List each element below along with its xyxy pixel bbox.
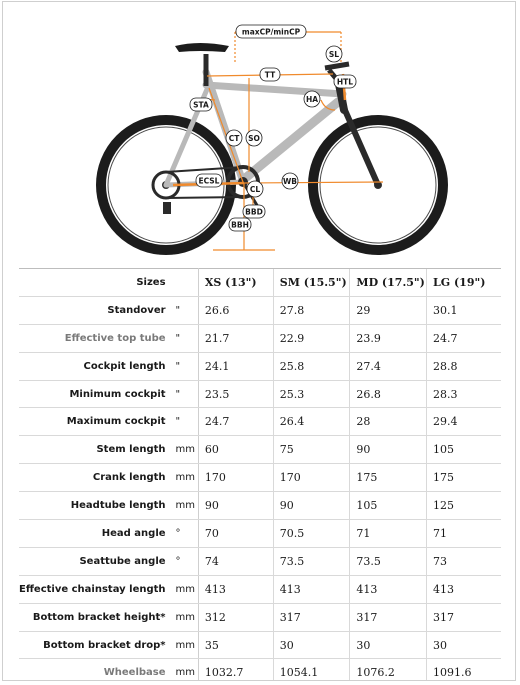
table-row: [19, 659, 501, 681]
row-value: 413: [350, 575, 427, 603]
size-md-header: MD (17.5"): [350, 269, 427, 297]
table-row: [19, 603, 501, 631]
svg-text:TT: TT: [264, 70, 276, 80]
svg-text:STA: STA: [193, 100, 209, 110]
row-unit: ": [170, 324, 199, 352]
table-row: [19, 408, 501, 436]
row-value: 90: [273, 492, 350, 520]
table-row: [19, 296, 501, 324]
row-unit: mm: [170, 436, 199, 464]
ha-tag: [304, 91, 320, 107]
row-value: 71: [350, 520, 427, 548]
svg-text:CL: CL: [249, 185, 261, 194]
row-value: 317: [273, 603, 350, 631]
svg-text:CT: CT: [228, 134, 240, 143]
row-value: 24.7: [198, 408, 273, 436]
row-value: 27.4: [350, 352, 427, 380]
table-row: [19, 547, 501, 575]
row-value: 74: [198, 547, 273, 575]
sta-tag: [190, 98, 212, 111]
row-value: 30: [427, 631, 501, 659]
row-value: 175: [350, 464, 427, 492]
table-row: [19, 352, 501, 380]
row-value: 28.8: [427, 352, 501, 380]
table-row: [19, 631, 501, 659]
table-row: [19, 436, 501, 464]
svg-text:HTL: HTL: [336, 77, 354, 87]
row-value: 413: [198, 575, 273, 603]
geometry-table: [19, 268, 501, 681]
row-value: 312: [198, 603, 273, 631]
row-label: Bottom bracket height*: [19, 603, 170, 631]
size-lg-header: LG (19"): [427, 269, 501, 297]
table-row: [19, 324, 501, 352]
row-unit: ": [170, 296, 199, 324]
row-label: Bottom bracket drop*: [19, 631, 170, 659]
row-value: 26.8: [350, 380, 427, 408]
bbd-tag: [243, 205, 265, 218]
row-value: 317: [427, 603, 501, 631]
table-row: [19, 520, 501, 548]
row-label: Crank length: [19, 464, 170, 492]
ecsl-tag: [196, 174, 222, 187]
svg-text:BBH: BBH: [231, 220, 249, 230]
row-value: 125: [427, 492, 501, 520]
row-unit: mm: [170, 603, 199, 631]
row-value: 71: [427, 520, 501, 548]
row-unit: mm: [170, 575, 199, 603]
row-value: 29.4: [427, 408, 501, 436]
row-value: 24.7: [427, 324, 501, 352]
row-value: 70: [198, 520, 273, 548]
row-value: 1076.2: [350, 659, 427, 681]
row-value: 1032.7: [198, 659, 273, 681]
row-value: 75: [273, 436, 350, 464]
row-value: 27.8: [273, 296, 350, 324]
row-unit: mm: [170, 492, 199, 520]
row-value: 73.5: [350, 547, 427, 575]
row-value: 413: [427, 575, 501, 603]
row-value: 30: [350, 631, 427, 659]
geometry-panel: [2, 1, 516, 681]
row-value: 28.3: [427, 380, 501, 408]
row-unit: ": [170, 352, 199, 380]
row-value: 105: [350, 492, 427, 520]
row-value: 35: [198, 631, 273, 659]
bike-illustration: [3, 2, 516, 264]
geometry-table-container: [19, 268, 501, 681]
row-value: 29: [350, 296, 427, 324]
row-value: 21.7: [198, 324, 273, 352]
row-unit: ": [170, 380, 199, 408]
sizes-header: Sizes: [19, 269, 170, 297]
row-value: 25.8: [273, 352, 350, 380]
row-value: 26.4: [273, 408, 350, 436]
ct-tag: [226, 130, 242, 146]
row-label: Effective chainstay length: [19, 575, 170, 603]
row-label: Maximum cockpit: [19, 408, 170, 436]
row-unit: mm: [170, 659, 199, 681]
row-value: 23.5: [198, 380, 273, 408]
svg-text:SL: SL: [328, 50, 340, 59]
tt-tag: [260, 68, 280, 81]
size-sm-header: SM (15.5"): [273, 269, 350, 297]
table-row: [19, 464, 501, 492]
row-label: Cockpit length: [19, 352, 170, 380]
svg-text:WB: WB: [283, 177, 297, 186]
row-value: 23.9: [350, 324, 427, 352]
row-value: 30: [273, 631, 350, 659]
row-value: 1091.6: [427, 659, 501, 681]
row-label: Stem length: [19, 436, 170, 464]
bike-geometry-diagram: [3, 2, 516, 264]
row-label: Standover: [19, 296, 170, 324]
wb-tag: [282, 173, 298, 189]
cl-tag: [247, 181, 263, 197]
row-label: Seattube angle: [19, 547, 170, 575]
table-row: [19, 575, 501, 603]
row-value: 25.3: [273, 380, 350, 408]
svg-text:HA: HA: [305, 95, 319, 104]
row-label: Wheelbase: [19, 659, 170, 681]
row-unit: °: [170, 547, 199, 575]
row-label: Headtube length: [19, 492, 170, 520]
row-value: 1054.1: [273, 659, 350, 681]
table-row: [19, 492, 501, 520]
size-xs-header: XS (13"): [198, 269, 273, 297]
measurement-tags: [190, 25, 356, 231]
so-tag: [246, 130, 262, 146]
row-value: 60: [198, 436, 273, 464]
row-value: 90: [350, 436, 427, 464]
row-value: 28: [350, 408, 427, 436]
row-value: 90: [198, 492, 273, 520]
row-label: Head angle: [19, 520, 170, 548]
bbh-tag: [229, 218, 251, 231]
row-value: 105: [427, 436, 501, 464]
row-value: 24.1: [198, 352, 273, 380]
row-value: 317: [350, 603, 427, 631]
svg-text:SO: SO: [248, 134, 260, 143]
row-value: 70.5: [273, 520, 350, 548]
row-label: Minimum cockpit: [19, 380, 170, 408]
row-value: 170: [273, 464, 350, 492]
table-row: [19, 380, 501, 408]
row-value: 22.9: [273, 324, 350, 352]
maxcp-mincp-tag: [236, 25, 306, 38]
unit-header: [170, 269, 199, 297]
row-value: 26.6: [198, 296, 273, 324]
htl-tag: [334, 75, 356, 88]
svg-text:maxCP/minCP: maxCP/minCP: [241, 27, 301, 37]
row-value: 175: [427, 464, 501, 492]
sl-tag: [326, 46, 342, 62]
row-unit: mm: [170, 464, 199, 492]
row-value: 170: [198, 464, 273, 492]
row-value: 30.1: [427, 296, 501, 324]
row-value: 413: [273, 575, 350, 603]
row-unit: °: [170, 520, 199, 548]
svg-text:BBD: BBD: [245, 207, 263, 217]
row-unit: ": [170, 408, 199, 436]
table-header-row: [19, 269, 501, 297]
row-value: 73.5: [273, 547, 350, 575]
row-value: 73: [427, 547, 501, 575]
svg-text:ECSL: ECSL: [198, 176, 220, 186]
row-label: Effective top tube: [19, 324, 170, 352]
row-unit: mm: [170, 631, 199, 659]
